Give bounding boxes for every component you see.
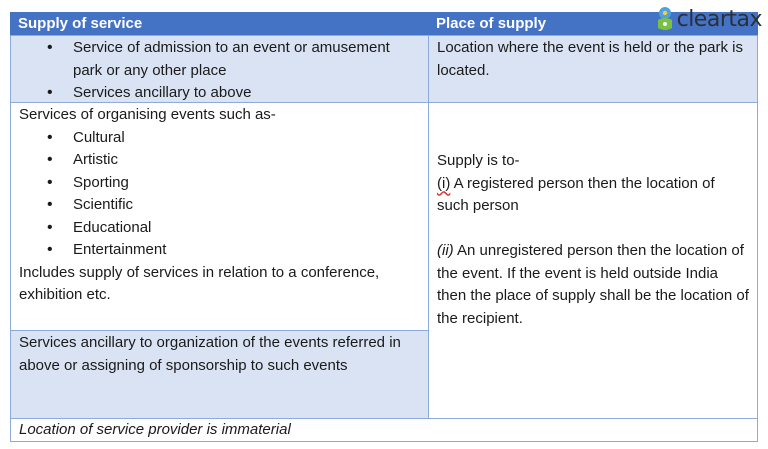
footer-text: Location of service provider is immaterial bbox=[19, 421, 291, 438]
list-item: • Sporting bbox=[19, 172, 420, 195]
row2-3-place-cell bbox=[428, 102, 758, 419]
row1-place-cell bbox=[428, 35, 758, 103]
place-intro: Supply is to- bbox=[437, 152, 520, 169]
list-item: • Service of admission to an event or amusement park or any other place bbox=[19, 37, 420, 82]
option-i-text: A registered person then the location of such person bbox=[437, 174, 715, 214]
list-item: • Educational bbox=[19, 217, 420, 240]
place-option-ii bbox=[437, 240, 749, 330]
header-col2-label: Place of supply bbox=[436, 15, 547, 32]
row1-list bbox=[19, 37, 420, 105]
header-col1-label: Supply of service bbox=[18, 15, 143, 32]
list-item: • Services ancillary to above bbox=[19, 82, 420, 105]
cleartax-logo-icon bbox=[655, 6, 675, 32]
option-ii-label: (ii) bbox=[437, 242, 454, 259]
row1-place-text: Location where the event is held or the park is located. bbox=[437, 39, 744, 79]
logo-text: cleartax bbox=[676, 6, 762, 32]
option-i-label: (i) bbox=[437, 174, 451, 192]
list-item: • Artistic bbox=[19, 149, 420, 172]
place-option-i bbox=[437, 173, 749, 218]
row2-intro: Services of organising events such as- bbox=[19, 106, 276, 123]
option-ii-text: An unregistered person then the location of the event. If the event is held outside India then the place of supply shall be the location of the recipient. bbox=[437, 242, 749, 327]
list-item: • Entertainment bbox=[19, 239, 420, 262]
row2-list bbox=[19, 127, 420, 262]
row3-supply-cell bbox=[10, 330, 429, 419]
list-item: • Cultural bbox=[19, 127, 420, 150]
row3-text: Services ancillary to organization of the events referred in above or assigning of sponsorship to such events bbox=[19, 334, 401, 374]
cleartax-logo bbox=[655, 6, 762, 32]
list-item: • Scientific bbox=[19, 194, 420, 217]
footer-row bbox=[10, 418, 758, 442]
row2-supply-cell bbox=[10, 102, 429, 331]
header-supply-of-service bbox=[10, 12, 428, 35]
spacer bbox=[437, 218, 749, 241]
row1-supply-cell bbox=[10, 35, 429, 103]
row2-note: Includes supply of services in relation to a conference, exhibition etc. bbox=[19, 263, 380, 303]
